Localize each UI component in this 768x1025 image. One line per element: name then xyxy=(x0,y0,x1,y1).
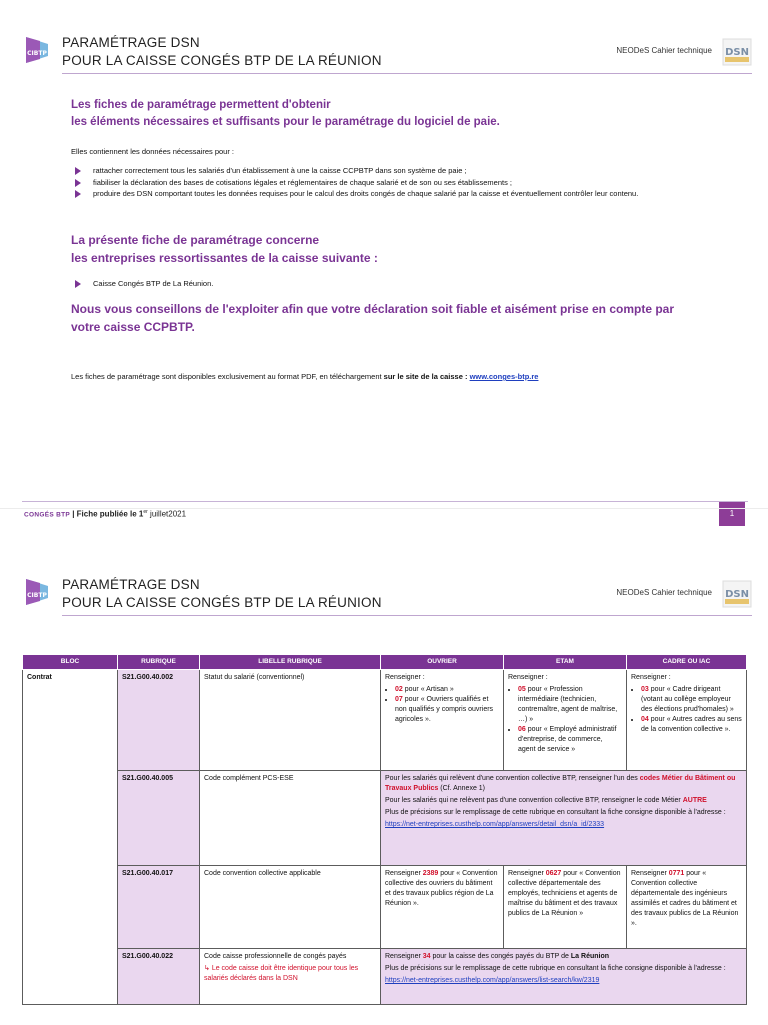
caisse-code-consigne-link[interactable]: https://net-entreprises.custhelp.com/app/answers/list-search/kw/2319 xyxy=(385,977,600,984)
footer-sep: | xyxy=(69,509,77,519)
header-title xyxy=(62,576,382,612)
libelle-cell xyxy=(200,949,381,1005)
text: (Cf. Annexe 1) xyxy=(438,785,486,792)
col-header-libelle: LIBELLE RUBRIQUE xyxy=(200,655,381,670)
bullet-text: rattacher correctement tous les salariés d'un établissement à une la caisse CCPBTP dans son système de paie ; xyxy=(93,166,467,175)
header-divider xyxy=(62,73,752,74)
concern-heading-line1: La présente fiche de paramétrage concerne xyxy=(71,233,320,247)
code-label: pour « Autres cadres au sens de la convention collective ». xyxy=(641,716,742,733)
pcs-ese-consigne-link[interactable]: https://net-entreprises.custhelp.com/app/answers/detail_dsn/a_id/2333 xyxy=(385,821,605,828)
etam-cell xyxy=(504,866,627,949)
intro-heading-line1: Les fiches de paramétrage permettent d'obtenir xyxy=(71,99,331,111)
footer-brand: CONGÉS BTP xyxy=(24,511,70,519)
table-row xyxy=(23,670,747,771)
cibtp-logo-icon xyxy=(22,34,52,66)
svg-text:DSN: DSN xyxy=(725,589,749,600)
header-title-line2: POUR LA CAISSE CONGÉS BTP DE LA RÉUNION xyxy=(62,595,382,610)
rubrique-cell: S21.G00.40.017 xyxy=(118,866,200,949)
libelle-note xyxy=(204,964,376,984)
code-value: 02 xyxy=(395,686,403,693)
text: Renseigner xyxy=(631,870,669,877)
rubrique-cell: S21.G00.40.005 xyxy=(118,771,200,866)
col-header-bloc: BLOC xyxy=(23,655,118,670)
dsn-logo-icon xyxy=(722,580,752,608)
libelle-cell: Code complément PCS-ESE xyxy=(200,771,381,866)
page-2 xyxy=(0,508,768,1025)
list-item xyxy=(71,188,687,200)
advice-text: Nous vous conseillons de l'exploiter afin que votre déclaration soit fiable et aisément prise en compte par votre caisse CCPBTP. xyxy=(71,302,675,334)
footer-published-end: juillet2021 xyxy=(147,509,187,519)
libelle-cell: Code convention collective applicable xyxy=(200,866,381,949)
intro-heading xyxy=(71,97,500,131)
text: Renseigner xyxy=(385,870,423,877)
triangle-bullet-icon xyxy=(75,190,81,198)
code-label: pour « Profession intermédiaire (technicien, contremaître, agent de maîtrise, …) » xyxy=(518,686,618,723)
cadre-cell xyxy=(627,670,747,771)
pcs-ese-cell xyxy=(381,771,747,866)
concern-heading-line2: les entreprises ressortissantes de la caisse suivante : xyxy=(71,251,378,265)
libelle-text: Code caisse professionnelle de congés payés xyxy=(204,953,347,960)
col-header-rubrique: RUBRIQUE xyxy=(118,655,200,670)
text: pour « Convention collective des ouvriers du bâtiment et des travaux publics région de La Réunion ». xyxy=(385,870,498,907)
page-header xyxy=(22,576,752,620)
ouvrier-cell xyxy=(381,670,504,771)
code-value: 0627 xyxy=(545,870,562,877)
code-label: pour « Artisan » xyxy=(402,686,454,693)
code-label: pour « Cadre dirigeant (votant au collège employeur des élections prud'homales) » xyxy=(641,686,734,713)
header-title xyxy=(62,34,382,70)
col-header-cadre: CADRE OU IAC xyxy=(627,655,747,670)
purpose-list xyxy=(71,165,687,200)
text: Pour les salariés qui ne relèvent pas d'une convention collective BTP, renseigner le code Métier xyxy=(385,797,683,804)
cell-intro: Renseigner : xyxy=(508,674,548,681)
intro-text: Elles contiennent les données nécessaires pour : xyxy=(71,147,235,156)
text: Renseigner xyxy=(508,870,546,877)
col-header-etam: ETAM xyxy=(504,655,627,670)
caisse-code-paragraph xyxy=(385,952,742,962)
footer-divider xyxy=(22,501,748,502)
etam-cell xyxy=(504,670,627,771)
header-divider xyxy=(62,615,752,616)
page-number: 1 xyxy=(719,502,745,526)
code-value: 0771 xyxy=(668,870,685,877)
header-title-line2: POUR LA CAISSE CONGÉS BTP DE LA RÉUNION xyxy=(62,53,382,68)
list-item xyxy=(518,685,622,725)
code-highlight: codes Métier du Bâtiment ou Travaux Publics xyxy=(385,775,736,792)
concern-heading xyxy=(71,231,701,267)
ouvrier-cell xyxy=(381,866,504,949)
code-value: 05 xyxy=(518,686,526,693)
svg-text:CIBTP: CIBTP xyxy=(27,592,47,599)
list-item xyxy=(71,177,687,189)
text: pour « Convention collective départementale des ingénieurs assimilés et cadres du bâtiment et des travaux publics de La Réunion ». xyxy=(631,870,739,927)
code-value: 07 xyxy=(395,696,403,703)
cell-intro: Renseigner : xyxy=(385,674,425,681)
note-text: Le code caisse doit être identique pour tous les salariés déclarés dans la DSN xyxy=(204,965,359,982)
code-highlight: AUTRE xyxy=(682,797,707,804)
availability-text xyxy=(71,372,711,381)
list-item xyxy=(71,165,687,177)
caisse-code-precision: Plus de précisions sur le remplissage de cette rubrique en consultant la fiche consigne disponible à l'adresse : xyxy=(385,965,726,972)
list-item xyxy=(641,685,742,715)
cadre-cell xyxy=(627,866,747,949)
list-item xyxy=(71,278,687,290)
table-row xyxy=(23,866,747,949)
bullet-text: fiabiliser la déclaration des bases de cotisations légales et réglementaires de chaque salarié et de son ou ses établissements ; xyxy=(93,177,512,187)
rubrique-cell: S21.G00.40.002 xyxy=(118,670,200,771)
page-header xyxy=(22,34,752,78)
code-value: 06 xyxy=(518,726,526,733)
caisse-region: La Réunion xyxy=(570,953,610,960)
text: pour la caisse des congés payés du BTP de xyxy=(430,953,571,960)
libelle-cell: Statut du salarié (conventionnel) xyxy=(200,670,381,771)
triangle-bullet-icon xyxy=(75,167,81,175)
header-title-line1: PARAMÉTRAGE DSN xyxy=(62,35,200,50)
code-value: 2389 xyxy=(422,870,439,877)
cell-intro: Renseigner : xyxy=(631,674,671,681)
parameter-table xyxy=(22,654,747,1005)
code-value: 03 xyxy=(641,686,649,693)
header-title-line1: PARAMÉTRAGE DSN xyxy=(62,577,200,592)
list-item xyxy=(518,725,622,755)
availability-text-start: Les fiches de paramétrage sont disponibles exclusivement au format PDF, en téléchargement xyxy=(71,372,384,381)
bloc-cell: Contrat xyxy=(23,670,118,1005)
text: Renseigner xyxy=(385,953,423,960)
code-value: 04 xyxy=(641,716,649,723)
pcs-ese-paragraph-2 xyxy=(385,796,742,806)
pcs-ese-paragraph-3: Plus de précisions sur le remplissage de cette rubrique en consultant la fiche consigne disponible à l'adresse : xyxy=(385,809,726,816)
availability-text-bold: sur le site de la caisse : xyxy=(383,372,470,381)
bullet-text: produire des DSN comportant toutes les données requises pour le calcul des droits congés de chaque salarié par la caisse et éventuellement contrôler leur contenu. xyxy=(93,189,639,198)
footer-sup: er xyxy=(143,509,148,515)
caisse-website-link[interactable]: www.conges-btp.re xyxy=(469,372,539,381)
table-row xyxy=(23,771,747,866)
code-label: pour « Ouvriers qualifiés et non qualifiés y compris ouvriers agricoles ». xyxy=(395,696,494,723)
header-right-label: NEODeS Cahier technique xyxy=(616,588,712,597)
svg-text:DSN: DSN xyxy=(725,47,749,58)
code-value: 34 xyxy=(422,953,431,960)
list-item xyxy=(641,715,742,735)
caisse-list xyxy=(71,278,687,290)
caisse-name: Caisse Congés BTP de La Réunion. xyxy=(93,279,214,288)
caisse-code-cell xyxy=(381,949,747,1005)
code-label: pour « Employé administratif d'entreprise, de commerce, agent de service » xyxy=(518,726,617,753)
triangle-bullet-icon xyxy=(75,280,81,288)
triangle-bullet-icon xyxy=(75,179,81,187)
text: pour « Convention collective départementale des employés, techniciens et agents de maîtrise du bâtiment et des travaux publics de La Réunion » xyxy=(508,870,621,917)
table-header-row xyxy=(23,655,747,670)
col-header-ouvrier: OUVRIER xyxy=(381,655,504,670)
table-row xyxy=(23,949,747,1005)
footer-published: Fiche publiée le 1 xyxy=(76,509,144,519)
svg-text:CIBTP: CIBTP xyxy=(27,50,47,57)
intro-heading-line2: les éléments nécessaires et suffisants pour le paramétrage du logiciel de paie. xyxy=(71,116,500,128)
cibtp-logo-icon xyxy=(22,576,52,608)
header-right-label: NEODeS Cahier technique xyxy=(616,46,712,55)
text: Pour les salariés qui relèvent d'une convention collective BTP, renseigner l'un des xyxy=(385,775,640,782)
pcs-ese-paragraph-1 xyxy=(385,774,742,794)
list-item xyxy=(395,695,499,725)
arrow-icon: ↳ xyxy=(204,965,210,972)
list-item xyxy=(395,685,499,695)
dsn-logo-icon xyxy=(722,38,752,66)
rubrique-cell: S21.G00.40.022 xyxy=(118,949,200,1005)
